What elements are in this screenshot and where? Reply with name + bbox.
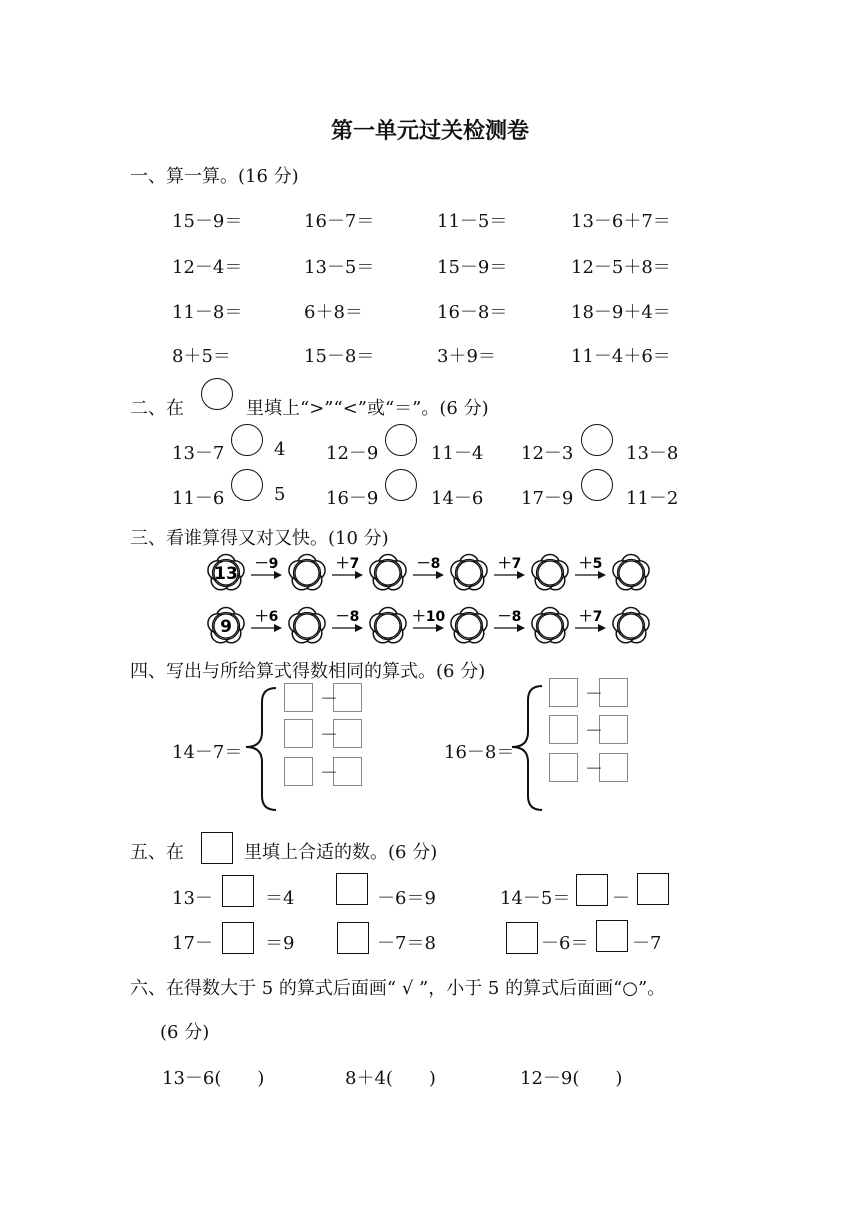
answer-box[interactable]: [599, 715, 628, 744]
answer-box[interactable]: [549, 753, 578, 782]
calc-item: 13－5＝: [304, 257, 375, 278]
answer-box[interactable]: [284, 757, 313, 786]
operation-label: ＋10: [411, 609, 446, 625]
calc-item: 11－4＋6＝: [571, 346, 671, 367]
section-2-prefix: 二、在: [130, 398, 184, 419]
flower-chains: [0, 548, 860, 658]
s5-r1-c2: －: [612, 888, 630, 909]
s5-r2-box4[interactable]: [596, 920, 628, 952]
compare-circle[interactable]: [231, 469, 263, 501]
s5-r1-box3[interactable]: [576, 874, 608, 906]
flower-fill: [620, 562, 642, 584]
calc-item: 18－9＋4＝: [571, 302, 671, 323]
s5-r2-c2: －7: [632, 933, 662, 954]
section-2-suffix: 里填上“>”“<”或“＝”。(6 分): [246, 398, 489, 419]
left-brace: [246, 688, 276, 810]
s5-r1-a2: ＝4: [265, 888, 295, 909]
compare-right: 11－2: [626, 488, 679, 509]
calc-item: 11－8＝: [172, 302, 243, 323]
flower-fill: [539, 615, 561, 637]
minus-sign: －: [320, 725, 338, 746]
answer-box[interactable]: [599, 753, 628, 782]
minus-sign: －: [585, 721, 603, 742]
flower-fill: [296, 615, 318, 637]
s5-r2-a2: ＝9: [265, 933, 295, 954]
s5-r2-c: －6＝: [541, 933, 589, 954]
example-circle: [201, 378, 233, 410]
flower-fill: [377, 562, 399, 584]
flower-fill: [377, 615, 399, 637]
answer-flower: [613, 555, 649, 590]
compare-right: 4: [274, 439, 286, 460]
page-title: 第一单元过关检测卷: [330, 119, 529, 144]
answer-flower: [289, 608, 325, 643]
s6-item-3: 12－9( ): [520, 1068, 623, 1089]
section-4-heading: 四、写出与所给算式得数相同的算式。(6 分): [130, 661, 486, 682]
answer-box[interactable]: [284, 719, 313, 748]
answer-flower: [613, 608, 649, 643]
calc-item: 15－8＝: [304, 346, 375, 367]
start-number: 9: [220, 617, 232, 637]
calc-item: 15－9＝: [437, 257, 508, 278]
answer-flower: [370, 555, 406, 590]
example-square: [201, 832, 233, 864]
arrow-head: [274, 571, 282, 579]
s5-r2-box1[interactable]: [222, 922, 254, 954]
answer-box[interactable]: [549, 678, 578, 707]
minus-sign: －: [585, 759, 603, 780]
compare-left: 13－7: [172, 443, 225, 464]
calc-item: 6＋8＝: [304, 302, 363, 323]
minus-sign: －: [320, 689, 338, 710]
s5-r2-box3[interactable]: [506, 922, 538, 954]
compare-circle[interactable]: [581, 424, 613, 456]
operation-label: ＋6: [254, 609, 279, 625]
arrow-head: [517, 571, 525, 579]
section-4-left-expression: 14－7＝: [172, 742, 243, 763]
operation-label: ＋5: [578, 556, 603, 572]
answer-box[interactable]: [284, 683, 313, 712]
flower-fill: [620, 615, 642, 637]
flower-fill: [458, 562, 480, 584]
section-1-heading: 一、算一算。(16 分): [130, 166, 299, 187]
operation-label: －9: [254, 556, 279, 572]
minus-sign: －: [320, 763, 338, 784]
right-brace: [512, 686, 542, 810]
start-flower: [208, 555, 244, 590]
arrow-head: [436, 571, 444, 579]
s5-r1-box4[interactable]: [637, 873, 669, 905]
s5-r1-c: 14－5＝: [500, 888, 571, 909]
compare-right: 14－6: [431, 488, 484, 509]
calc-item: 15－9＝: [172, 211, 243, 232]
compare-left: 12－3: [521, 443, 574, 464]
answer-flower: [451, 555, 487, 590]
answer-flower: [289, 555, 325, 590]
arrow-head: [598, 624, 606, 632]
flower-fill: [458, 615, 480, 637]
operation-label: ＋7: [578, 609, 603, 625]
answer-flower: [532, 555, 568, 590]
s5-r1-b: －6＝9: [377, 888, 436, 909]
operation-label: ＋7: [335, 556, 360, 572]
section-6-heading: 六、在得数大于 5 的算式后面画“ √ ”，小于 5 的算式后面画“○”。: [130, 978, 666, 999]
compare-left: 17－9: [521, 488, 574, 509]
arrow-head: [274, 624, 282, 632]
compare-circle[interactable]: [231, 424, 263, 456]
compare-circle[interactable]: [581, 469, 613, 501]
calc-item: 8＋5＝: [172, 346, 231, 367]
compare-left: 11－6: [172, 488, 225, 509]
section-5-prefix: 五、在: [130, 842, 184, 863]
s6-item-2: 8＋4( ): [345, 1068, 436, 1089]
operation-label: －8: [416, 556, 441, 572]
calc-item: 13－6＋7＝: [571, 211, 671, 232]
calc-item: 16－7＝: [304, 211, 375, 232]
section-5-suffix: 里填上合适的数。(6 分): [244, 842, 438, 863]
answer-box[interactable]: [549, 715, 578, 744]
calc-item: 12－4＝: [172, 257, 243, 278]
arrow-head: [598, 571, 606, 579]
s5-r2-a: 17－: [172, 933, 213, 954]
s5-r1-box1[interactable]: [222, 875, 254, 907]
compare-circle[interactable]: [385, 469, 417, 501]
minus-sign: －: [585, 684, 603, 705]
operation-label: －8: [335, 609, 360, 625]
section-6-points: (6 分): [160, 1022, 210, 1043]
section-3-heading: 三、看谁算得又对又快。(10 分): [130, 528, 389, 549]
calc-item: 16－8＝: [437, 302, 508, 323]
compare-right: 5: [274, 484, 286, 505]
flower-fill: [296, 562, 318, 584]
operation-label: ＋7: [497, 556, 522, 572]
answer-box[interactable]: [599, 678, 628, 707]
calc-item: 11－5＝: [437, 211, 508, 232]
section-4-right-expression: 16－8＝: [444, 742, 515, 763]
start-flower: [208, 608, 244, 643]
operation-label: －8: [497, 609, 522, 625]
compare-left: 12－9: [326, 443, 379, 464]
calc-item: 3＋9＝: [437, 346, 496, 367]
arrow-head: [517, 624, 525, 632]
s5-r1-a: 13－: [172, 888, 213, 909]
flower-fill: [539, 562, 561, 584]
s6-item-1: 13－6( ): [162, 1068, 265, 1089]
answer-flower: [532, 608, 568, 643]
start-number: 13: [214, 564, 238, 584]
s5-r2-b: －7＝8: [377, 933, 436, 954]
arrow-head: [436, 624, 444, 632]
answer-flower: [370, 608, 406, 643]
compare-right: 13－8: [626, 443, 679, 464]
arrow-head: [355, 571, 363, 579]
answer-flower: [451, 608, 487, 643]
calc-item: 12－5＋8＝: [571, 257, 671, 278]
compare-circle[interactable]: [385, 424, 417, 456]
arrow-head: [355, 624, 363, 632]
compare-right: 11－4: [431, 443, 484, 464]
s5-r1-box2[interactable]: [336, 873, 368, 905]
compare-left: 16－9: [326, 488, 379, 509]
section-4-braces: [0, 680, 860, 830]
s5-r2-box2[interactable]: [337, 922, 369, 954]
